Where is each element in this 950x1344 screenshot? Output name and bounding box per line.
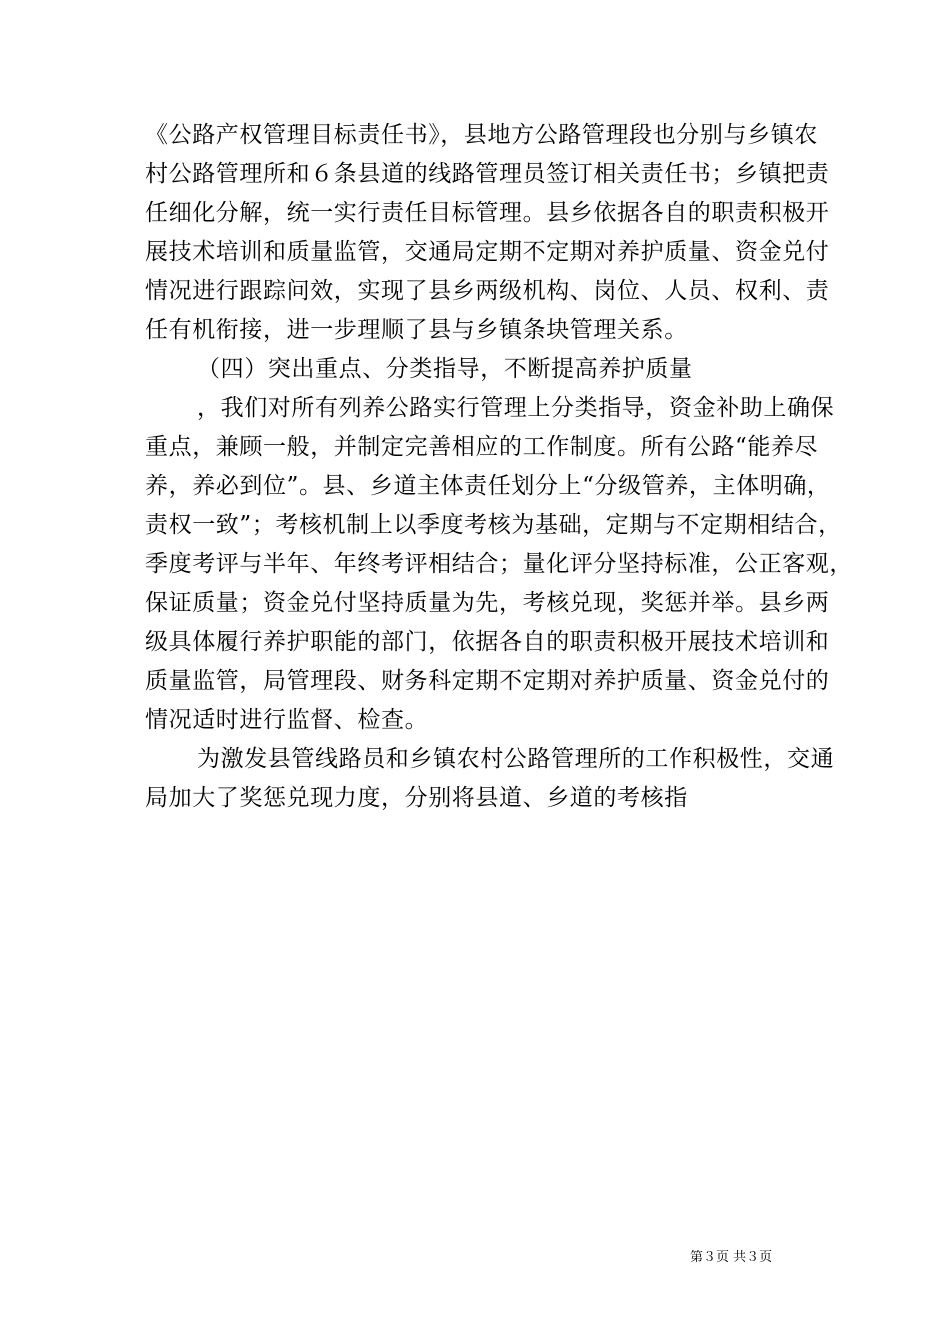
text-line: 养，养必到位”。县、乡道主体责任划分上“分级管养，主体明确， bbox=[145, 473, 831, 499]
text-line: 季度考评与半年、年终考评相结合；量化评分坚持标准，公正客观， bbox=[145, 551, 853, 577]
text-line: 质量监管，局管理段、财务科定期不定期对养护质量、资金兑付的 bbox=[145, 668, 830, 694]
section-heading: （四）突出重点、分类指导，不断提高养护质量 bbox=[197, 356, 693, 382]
text-line: 级具体履行养护职能的部门，依据各自的职责积极开展技术培训和 bbox=[145, 629, 830, 655]
text-line: 展技术培训和质量监管，交通局定期不定期对养护质量、资金兑付 bbox=[145, 239, 830, 265]
text-line: 《公路产权管理目标责任书》，县地方公路管理段也分别与乡镇农 bbox=[145, 122, 818, 148]
text-line: 责权一致”；考核机制上以季度考核为基础，定期与不定期相结合， bbox=[145, 512, 842, 538]
text-line: 保证质量；资金兑付坚持质量为先，考核兑现，奖惩并举。县乡两 bbox=[145, 590, 830, 616]
text-line: 任有机衔接，进一步理顺了县与乡镇条块管理关系。 bbox=[145, 317, 688, 343]
text-line: 局加大了奖惩兑现力度，分别将县道、乡道的考核指 bbox=[145, 785, 688, 811]
text-line: 村公路管理所和６条县道的线路管理员签订相关责任书；乡镇把责 bbox=[145, 161, 830, 187]
page-number-footer: 第３页 共３页 bbox=[690, 1250, 773, 1265]
text-line: 重点，兼顾一般，并制定完善相应的工作制度。所有公路“能养尽 bbox=[145, 434, 819, 460]
text-line: 任细化分解，统一实行责任目标管理。县乡依据各自的职责积极开 bbox=[145, 200, 830, 226]
paragraph-first-line: 为激发县管线路员和乡镇农村公路管理所的工作积极性，交通 bbox=[197, 746, 835, 772]
paragraph-first-line: ，我们对所有列养公路实行管理上分类指导，资金补助上确保 bbox=[197, 395, 835, 421]
text-line: 情况进行跟踪问效，实现了县乡两级机构、岗位、人员、权利、责 bbox=[145, 278, 830, 304]
text-line: 情况适时进行监督、检查。 bbox=[145, 707, 429, 733]
